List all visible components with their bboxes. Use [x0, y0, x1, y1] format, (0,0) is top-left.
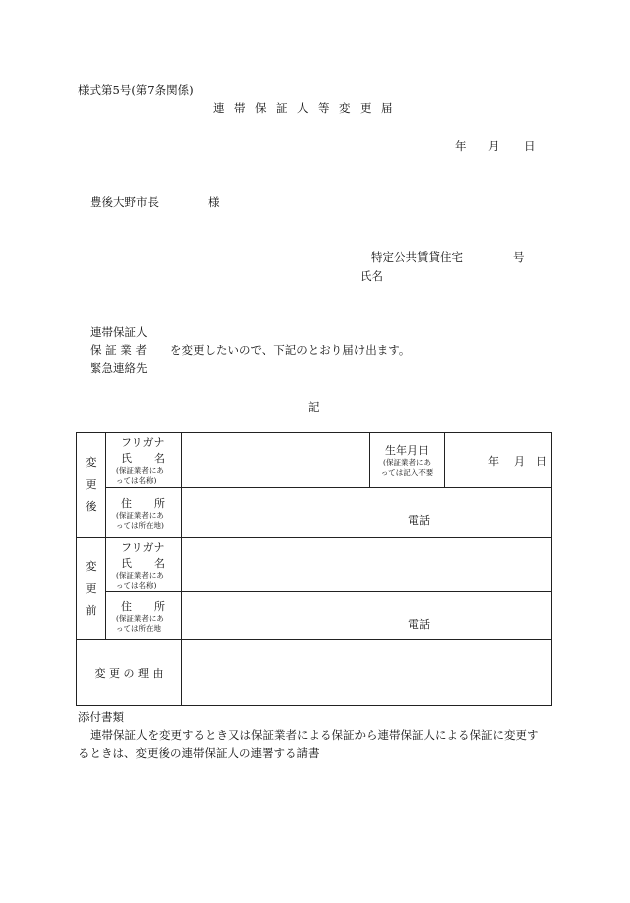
- reason-field[interactable]: [182, 640, 552, 706]
- reason-label: 変 更 の 理 由: [77, 640, 182, 706]
- date-day: 日: [524, 139, 536, 153]
- attachments-line-1: 連帯保証人を変更するとき又は保証業者による保証から連帯保証人による保証に変更す: [90, 728, 539, 742]
- option-emergency-contact: 緊急連絡先: [90, 361, 148, 375]
- before-name-field[interactable]: [182, 538, 552, 592]
- housing-number-label: 号: [513, 250, 525, 264]
- date-year: 年: [455, 139, 467, 153]
- option-joint-guarantor: 連帯保証人: [90, 325, 148, 339]
- addressee-honorific: 様: [208, 195, 220, 209]
- date-month: 月: [488, 139, 500, 153]
- after-change-label: 変 更 後: [77, 433, 106, 538]
- attachments-heading: 添付書類: [78, 710, 124, 724]
- after-address-label-cell: 住 所 (保証業者にあ っては所在地): [106, 488, 182, 538]
- form-number: 様式第5号(第7条関係): [78, 83, 194, 97]
- before-name-label-cell: フリガナ 氏 名 (保証業者にあ っては名称): [106, 538, 182, 592]
- after-phone-label: 電話: [408, 514, 430, 527]
- addressee-name: 豊後大野市長: [90, 195, 159, 209]
- ki-heading: 記: [308, 400, 320, 414]
- birthdate-field[interactable]: 年 月 日: [445, 433, 552, 488]
- change-form-table: [76, 432, 552, 706]
- before-address-field[interactable]: [182, 592, 552, 640]
- birthdate-label-cell: 生年月日 (保証業者にあ っては記入不要: [370, 433, 445, 488]
- before-phone-label: 電話: [408, 618, 430, 631]
- document-title: 連帯保証人等変更届: [213, 101, 402, 115]
- applicant-name-label: 氏名: [360, 269, 383, 283]
- before-address-label-cell: 住 所 (保証業者にあ っては所在地: [106, 592, 182, 640]
- after-name-label-cell: フリガナ 氏 名 (保証業者にあ っては名称): [106, 433, 182, 488]
- option-guarantee-company: 保 証 業 者: [90, 343, 147, 357]
- before-change-label: 変 更 前: [77, 538, 106, 640]
- attachments-line-2: るときは、変更後の連帯保証人の連署する請書: [78, 746, 320, 760]
- after-address-field[interactable]: [182, 488, 552, 538]
- housing-label: 特定公共賃貸住宅: [371, 250, 463, 264]
- after-name-field[interactable]: [182, 433, 370, 488]
- statement-text: を変更したいので、下記のとおり届け出ます。: [170, 343, 411, 357]
